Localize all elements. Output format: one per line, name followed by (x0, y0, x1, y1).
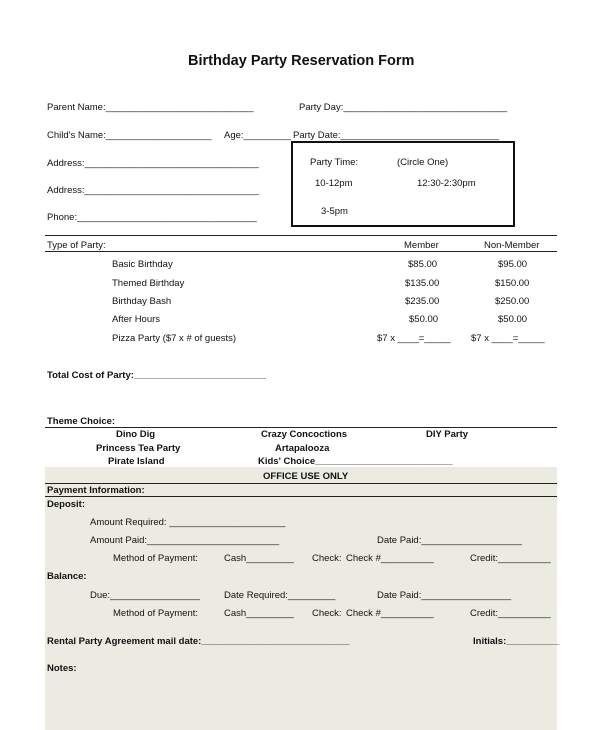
theme-option[interactable]: Crazy Concoctions (261, 429, 348, 440)
date-required-field[interactable]: Date Required:_________ (224, 590, 336, 601)
form-title: Birthday Party Reservation Form (188, 53, 415, 69)
theme-choice-label: Theme Choice: (47, 416, 116, 427)
balance-label: Balance: (47, 571, 87, 582)
rental-agreement-field[interactable]: Rental Party Agreement mail date:____________________________ (47, 636, 350, 647)
theme-option[interactable]: Dino Dig (116, 429, 156, 440)
divider-line (45, 427, 557, 428)
party-day-field[interactable]: Party Day:_______________________________ (299, 102, 508, 113)
credit-field[interactable]: Credit:__________ (470, 608, 551, 619)
divider-line (45, 235, 557, 236)
divider-line (45, 483, 557, 484)
nonmember-price: $150.00 (495, 278, 530, 289)
due-field[interactable]: Due:_________________ (90, 590, 200, 601)
cash-field[interactable]: Cash_________ (224, 608, 294, 619)
address-field-1[interactable]: Address:_________________________________ (47, 158, 259, 169)
amount-paid-field[interactable]: Amount Paid:_________________________ (90, 535, 280, 546)
theme-option[interactable]: Pirate Island (108, 456, 165, 467)
member-price: $50.00 (409, 314, 439, 325)
member-price: $235.00 (405, 296, 440, 307)
party-type-name: Pizza Party ($7 x # of guests) (112, 333, 237, 344)
time-slot-3-5[interactable]: 3-5pm (321, 206, 348, 217)
time-slot-1230-230[interactable]: 12:30-2:30pm (417, 178, 476, 189)
party-time-label: Party Time: (310, 157, 359, 168)
circle-one-note: (Circle One) (397, 157, 449, 168)
phone-field[interactable]: Phone:__________________________________ (47, 212, 257, 223)
member-price: $85.00 (408, 259, 438, 270)
method-of-payment-label: Method of Payment: (113, 608, 199, 619)
nonmember-price: $95.00 (498, 259, 528, 270)
theme-option-kids-choice[interactable]: Kids' Choice__________________________ (258, 456, 453, 467)
nonmember-header: Non-Member (484, 240, 540, 251)
party-type-name: Birthday Bash (112, 296, 172, 307)
office-use-header: OFFICE USE ONLY (263, 471, 349, 482)
age-field[interactable]: Age:_________ (224, 130, 292, 141)
check-label: Check: (312, 553, 342, 564)
check-label: Check: (312, 608, 342, 619)
time-slot-10-12[interactable]: 10-12pm (315, 178, 353, 189)
member-price: $135.00 (405, 278, 440, 289)
amount-required-field[interactable]: Amount Required: ______________________ (90, 517, 286, 528)
notes-label: Notes: (47, 663, 77, 674)
parent-name-field[interactable]: Parent Name:____________________________ (47, 102, 254, 113)
deposit-label: Deposit: (47, 499, 85, 510)
payment-info-label: Payment Information: (47, 485, 145, 496)
check-number-field[interactable]: Check #__________ (346, 608, 434, 619)
party-type-name: Themed Birthday (112, 278, 185, 289)
divider-line (45, 496, 557, 497)
check-number-field[interactable]: Check #__________ (346, 553, 434, 564)
party-type-name: After Hours (112, 314, 161, 325)
divider-line (45, 251, 557, 252)
initials-field[interactable]: Initials:__________ (473, 636, 560, 647)
method-of-payment-label: Method of Payment: (113, 553, 199, 564)
party-date-field[interactable]: Party Date:______________________________ (293, 130, 500, 141)
credit-field[interactable]: Credit:__________ (470, 553, 551, 564)
pizza-nonmember-calc[interactable]: $7 x ____=_____ (471, 333, 545, 344)
type-of-party-label: Type of Party: (47, 240, 106, 251)
party-type-name: Basic Birthday (112, 259, 173, 270)
deposit-date-paid-field[interactable]: Date Paid:___________________ (377, 535, 522, 546)
theme-option[interactable]: DIY Party (426, 429, 469, 440)
theme-option[interactable]: Princess Tea Party (96, 443, 181, 454)
nonmember-price: $250.00 (495, 296, 530, 307)
theme-option[interactable]: Artapalooza (275, 443, 330, 454)
cash-field[interactable]: Cash_________ (224, 553, 294, 564)
total-cost-field[interactable]: Total Cost of Party:_________________________ (47, 370, 266, 381)
address-field-2[interactable]: Address:_________________________________ (47, 185, 259, 196)
member-header: Member (404, 240, 439, 251)
balance-date-paid-field[interactable]: Date Paid:_________________ (377, 590, 512, 601)
nonmember-price: $50.00 (498, 314, 528, 325)
childs-name-field[interactable]: Child's Name:____________________ (47, 130, 212, 141)
pizza-member-calc[interactable]: $7 x ____=_____ (377, 333, 451, 344)
